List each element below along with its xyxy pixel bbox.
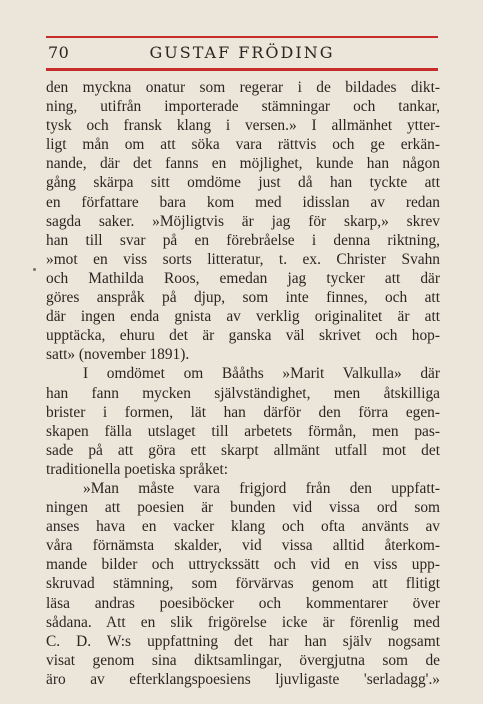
margin-speck (33, 268, 36, 271)
text-line: han till svar på en förebråelse i denna riktning, (46, 231, 440, 249)
running-title: GUSTAF FRÖDING (149, 43, 335, 62)
body-text (46, 78, 440, 689)
text-line: läsa andras poesiböcker och kommentarer över (46, 594, 440, 612)
text-line: den myckna onatur som regerar i de bildades dikt- (46, 79, 440, 96)
text-line: »mot en viss sorts litteratur, t. ex. Christer Svahn (46, 250, 440, 268)
header-rule-top (46, 36, 438, 38)
text-line: skruvad stämning, som förvärvas genom att flitigt (46, 575, 440, 593)
text-line: ningen att poesien är bunden vid vissa ord som (46, 499, 440, 517)
text-line: satt» (november 1891). (46, 346, 190, 364)
text-line: en författare bara kom med idisslan av redan (46, 193, 440, 211)
text-line: han fann mycken självständighet, men åtskilliga (46, 384, 440, 402)
text-line: ligt mån om att söka vara rättvis och ge erkän- (46, 136, 440, 154)
text-line: gång skärpa sitt omdöme just då han tyckte att (46, 174, 440, 192)
text-line: där ingen enda gnista av verklig originalitet är att (46, 308, 440, 326)
page-number: 70 (48, 43, 70, 62)
header-rule-bottom (46, 68, 438, 71)
text-line: C. D. W:s uppfattning det har han själv nogsamt (46, 632, 440, 650)
text-line: och Mathilda Roos, emedan jag tycker att där (46, 269, 440, 287)
text-line: tysk och fransk klang i versen.» I allmänhet ytter- (46, 117, 440, 135)
text-line: upptäcka, ehuru det är ganska väl skrivet och hop- (46, 327, 440, 345)
text-line: skapen fälla utslaget till arbetets förmån, men pas- (46, 422, 440, 440)
text-line: sagda saker. »Möjligtvis är jag för skarp,» skrev (46, 212, 440, 230)
text-line: äro av efterklangspoesiens ljuvligaste 'serladagg'.» (46, 670, 440, 688)
text-line: »Man måste vara frigjord från den uppfatt- (83, 479, 440, 497)
text-line: sade på att göra ett skarpt allmänt utfall mot det (46, 441, 440, 459)
text-line: visat genom sina diktsamlingar, övergjutna som de (46, 651, 440, 669)
running-header (46, 43, 438, 65)
text-line: våra förnämsta skalder, vid vissa alltid återkom- (46, 537, 440, 555)
text-line: mande bilder och uttryckssätt och vid en viss upp- (46, 556, 440, 574)
text-line: traditionella poetiska språket: (46, 460, 229, 478)
text-line: brister i formen, lät han därför den förra egen- (46, 403, 440, 421)
text-line: göres anspråk på djup, som inte finnes, och att (46, 289, 440, 307)
text-line: anses hava en vacker klang och ofta använts av (46, 518, 440, 536)
text-line: I omdömet om Bååths »Marit Valkulla» där (83, 365, 440, 383)
text-line: nande, där det fanns en möjlighet, kunde han någon (46, 155, 440, 173)
text-line: ning, utifrån importerade stämningar och tankar, (46, 98, 440, 116)
text-line: sådana. Att en slik frigörelse icke är förenlig med (46, 613, 440, 631)
